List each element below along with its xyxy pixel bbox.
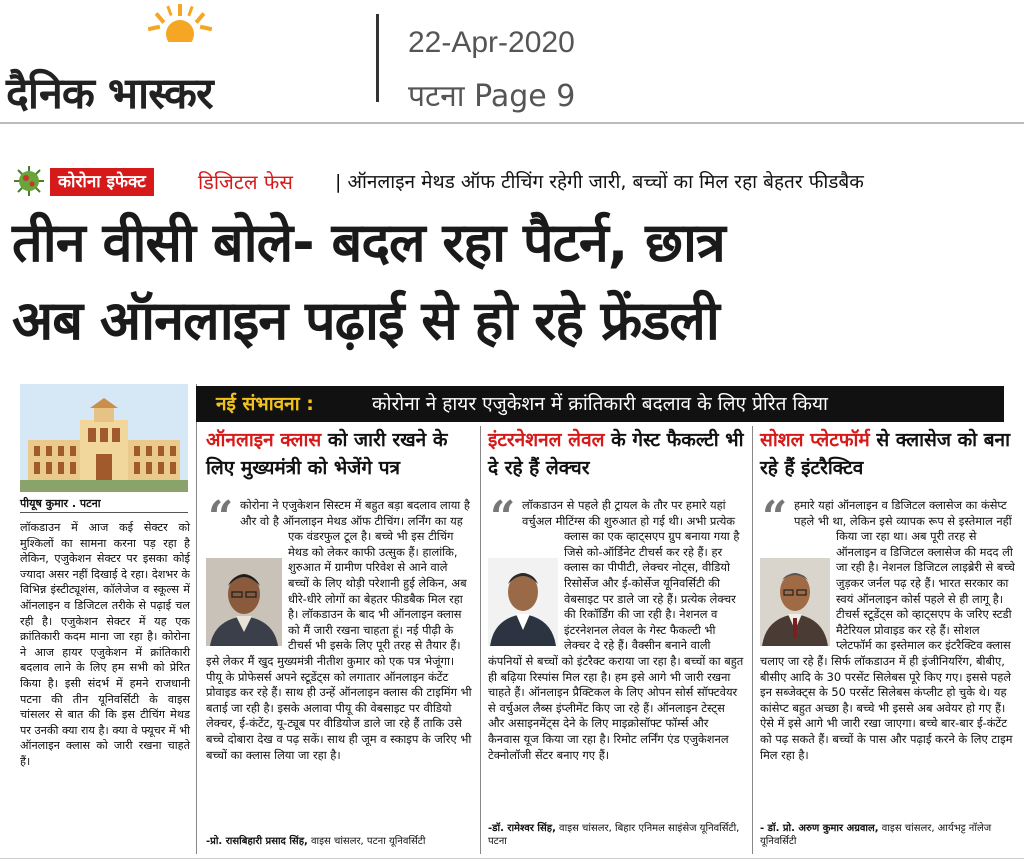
story-paragraph: कोरोना ने एजुकेशन सिस्टम में बहुत बड़ा बदलाव लाया है और वो है ऑनलाइन मेथड ऑफ टीचिंग। लर्निंग का यह एक वंडरफुल टूल है। बच्चे भी इस टीचिंग मेथड को लेकर काफी उत्सुक हैं। हालांकि, शुरुआत में ग्रामीण परिवेश से आने वाले बच्चों के लिए थोड़ी परेशानी हुई लेकिन, अब धीरे-धीरे लोगों का बेहतर फीडबैक मिल रहा है। लॉकडाउन के बाद भी ऑनलाइन क्लास को मैं जारी रखना चाहता हूं। नई पीढ़ी के टीचर्स भी इसके लिए पूरी तरह से तैयार हैं। इसे लेकर मैं खुद मुख्यमंत्री नीतीश कुमार को एक पत्र भेजूंगा। पीयू के प्रोफेसर्स अपने स्टूडेंट्स को लगातार ऑनलाइन कंटेंट प्रोवाइड कर रहे हैं। साथ ही उन्हें ऑनलाइन क्लास की टाइमिंग भी बताई जा रही है। इसके अलावा पीयू की वेबसाइट पर वीडियो लेक्चर, ई-कंटेंट, यू-ट्यूब पर वीडियोज डाले जा रहे हैं ताकि उसे बच्चे दोबारा देख व पढ़ सकें। साथ ही जूम व स्काइप के जरिए भी बच्चों का क्लास लिया जा रहा है। bbox=[206, 498, 472, 762]
edition-page: पटना Page 9 bbox=[408, 79, 576, 114]
page-bottom-rule bbox=[0, 858, 1024, 859]
portrait-space bbox=[760, 556, 836, 648]
caption-rule bbox=[20, 512, 188, 513]
subhead-bar bbox=[196, 386, 1004, 422]
byline-role: वाइस चांसलर, आर्यभट्ट नॉलेज यूनिवर्सिटी bbox=[760, 823, 992, 847]
headline-line-1: तीन वीसी बोले- बदल रहा पैटर्न, छात्र bbox=[12, 211, 725, 274]
byline-name: - डॉ. प्रो. अरुण कुमार अग्रवाल, bbox=[760, 823, 879, 834]
quote-icon: “ bbox=[762, 492, 788, 543]
quote-icon: “ bbox=[208, 492, 234, 543]
column-divider bbox=[196, 384, 197, 854]
masthead-rule bbox=[0, 122, 1024, 124]
series-title: डिजिटल फेस bbox=[198, 170, 293, 194]
subhead-text: कोरोना ने हायर एजुकेशन में क्रांतिकारी बदलाव के लिए प्रेरित किया bbox=[372, 393, 828, 415]
subhead-label: नई संभावना : bbox=[216, 393, 314, 415]
intro-text: लॉकडाउन में आज कई सेक्टर को मुश्किलों का सामना करना पड़ रहा है लेकिन, एजुकेशन सेक्टर पर इसका कोई ज्यादा असर नहीं दिखाई दे रहा। देशभर के विभिन्न इंस्टीट्यूशंस, कॉलेजेज व स्कूल्स में ऑनलाइन व डिजिटल तरीके से पढ़ाई चल रही है। एजुकेशन सेक्टर में यह एक क्रांतिकारी कदम माना जा रहा है। कोरोना ने आज हायर एजुकेशन में क्रांतिकारी बदलाव लाने के लिए हम सभी को प्रेरित किया है। इसी संदर्भ में हमने राजधानी पटना की तीन यूनिवर्सिटी के वाइस चांसलर से बात की कि इस टीचिंग मेथड पर उनकी क्या राय है। क्या वे फ्यूचर में भी ऑनलाइन क्लास को जारी रखना चाहते हैं। bbox=[20, 521, 190, 768]
headline-line-2: अब ऑनलाइन पढ़ाई से हो रहे फ्रेंडली bbox=[12, 289, 719, 352]
story-byline bbox=[488, 822, 744, 848]
sun-logo-icon bbox=[144, 4, 216, 52]
quote-space bbox=[206, 498, 240, 530]
story-headline-highlight: सोशल प्लेटफॉर्म bbox=[760, 429, 870, 451]
newspaper-logo bbox=[6, 4, 366, 119]
story-card bbox=[760, 426, 1018, 862]
kicker-subhead: | ऑनलाइन मेथड ऑफ टीचिंग रहेगी जारी, बच्चों का मिल रहा बेहतर फीडबैक bbox=[335, 171, 864, 193]
story-text bbox=[488, 492, 744, 763]
logo-wordmark: दैनिक भास्कर bbox=[6, 69, 213, 119]
story-headline bbox=[206, 426, 472, 482]
story-headline bbox=[488, 426, 744, 482]
story-headline-rest: के गेस्ट फैकल्टी भी दे रहे हैं लेक्चर bbox=[488, 429, 744, 479]
photo-caption: पीयूष कुमार . पटना bbox=[20, 497, 101, 510]
story-headline-rest: को जारी रखने के लिए मुख्यमंत्री को भेजेंगे पत्र bbox=[206, 429, 448, 479]
column-divider bbox=[752, 426, 753, 854]
portrait-space bbox=[206, 556, 288, 648]
quote-icon: “ bbox=[490, 492, 516, 543]
virus-icon bbox=[12, 164, 46, 198]
story-card bbox=[206, 426, 472, 862]
masthead bbox=[0, 0, 1024, 118]
story-byline bbox=[760, 822, 1018, 848]
masthead-divider bbox=[376, 14, 379, 102]
story-headline-highlight: इंटरनेशनल लेवल bbox=[488, 429, 605, 451]
byline-role: वाइस चांसलर, बिहार एनिमल साइंसेज यूनिवर्सिटी, पटना bbox=[488, 823, 740, 847]
portrait-space bbox=[488, 556, 564, 648]
byline-role: वाइस चांसलर, पटना यूनिवर्सिटी bbox=[307, 836, 426, 847]
kicker-line bbox=[10, 162, 1020, 202]
story-headline-highlight: ऑनलाइन क्लास bbox=[206, 429, 322, 451]
story-text bbox=[760, 492, 1018, 763]
byline-name: -प्रो. रासबिहारी प्रसाद सिंह, bbox=[206, 836, 308, 847]
story-text bbox=[206, 492, 472, 763]
byline-name: -डॉ. रामेश्वर सिंह, bbox=[488, 823, 556, 834]
column-divider bbox=[480, 426, 481, 854]
story-headline-rest: से क्लासेज को बना रहे हैं इंटरैक्टिव bbox=[760, 429, 1011, 479]
story-paragraph: लॉकडाउन से पहले ही ट्रायल के तौर पर हमारे यहां वर्चुअल मीटिंग्स की शुरुआत हो गई थी। अभी प्रत्येक क्लास का एक व्हाट्सएप ग्रुप बनाया गया है जिसे को-ऑर्डिनेट टीचर्स कर रहे हैं। हर क्लास का पीपीटी, लेक्चर नोट्स, वीडियो रिसोर्सेज और ई-कोर्सेज यूनिवर्सिटी की वेबसाइट पर डाले जा रहे हैं। प्रत्येक लेक्चर की रिकॉर्डिंग की जा रही है। नेशनल व इंटरनेशनल लेवल के गेस्ट फैकल्टी भी लेक्चर दे रहे हैं। वैक्सीन बनाने वाली कंपनियों से बच्चों को इंटरैक्ट कराया जा रहा है। बच्चों का बहुत ही बढ़िया रिस्पांस मिल रहा है। हम इसे आगे भी जारी रखना चाहते हैं। ऑनलाइन प्रैक्टिकल के लिए ओपन सोर्स सॉफ्टवेयर से वर्चुअल लैब्स इंप्लीमेंट किए जा रहे हैं। ऑनलाइन टेस्ट्स और असाइनमेंट्स देने के लिए माइक्रोसॉफ्ट फॉर्म्स और कैनवास यूज किया जा रहा है। रिमोट लर्निंग एंड एजुकेशनल टेक्नोलॉजी सेंटर बनाए गए हैं। bbox=[488, 498, 744, 762]
story-byline bbox=[206, 835, 472, 848]
quote-space bbox=[488, 498, 522, 530]
issue-date: 22-Apr-2020 bbox=[408, 26, 575, 59]
corona-effect-badge: कोरोना इफेक्ट bbox=[50, 168, 154, 196]
main-headline bbox=[12, 204, 1016, 360]
story-headline bbox=[760, 426, 1018, 482]
story-paragraph: हमारे यहां ऑनलाइन व डिजिटल क्लासेज का कंसेप्ट पहले भी था, लेकिन इसे व्यापक रूप से इस्तेमाल नहीं किया जा रहा था। अब पूरी तरह से ऑनलाइन व डिजिटल क्लासेज की मदद ली जा रही है। नेशनल डिजिटल लाइब्रेरी से बच्चे जुड़कर जर्नल पढ़ रहे हैं। भारत सरकार का स्वयं ऑनलाइन कोर्स पहले से ही लागू है। टीचर्स स्टूडेंट्स को व्हाट्सएप के जरिए स्टडी मैटेरियल प्रोवाइड कर रहे हैं। सोशल प्लेटफॉर्म का इस्तेमाल कर इंटरैक्टिव क्लास चलाए जा रहे हैं। सिर्फ लॉकडाउन में ही इंजीनियरिंग, बीबीए, बीसीए आदि के 30 परसेंट सिलेबस पूरे किए गए। इससे पहले इन सब्जेक्ट्स के 50 परसेंट सिलेबस कंप्लीट हो चुके थे। यह कांसेप्ट बहुत अच्छा है। बच्चे भी इससे अब अवेयर हो गए हैं। ऐसे में इसे आगे भी जारी रखा जाएगा। बच्चे बार-बार ई-कंटेंट को पढ़ सकते हैं। बच्चों के पास और पढ़ाई करने के लिए टाइम मिल रहा है। bbox=[760, 498, 1015, 762]
story-card bbox=[488, 426, 744, 862]
building-illustration bbox=[20, 384, 188, 492]
quote-space bbox=[760, 498, 794, 530]
building-photo bbox=[20, 384, 188, 492]
intro-column bbox=[20, 384, 196, 854]
